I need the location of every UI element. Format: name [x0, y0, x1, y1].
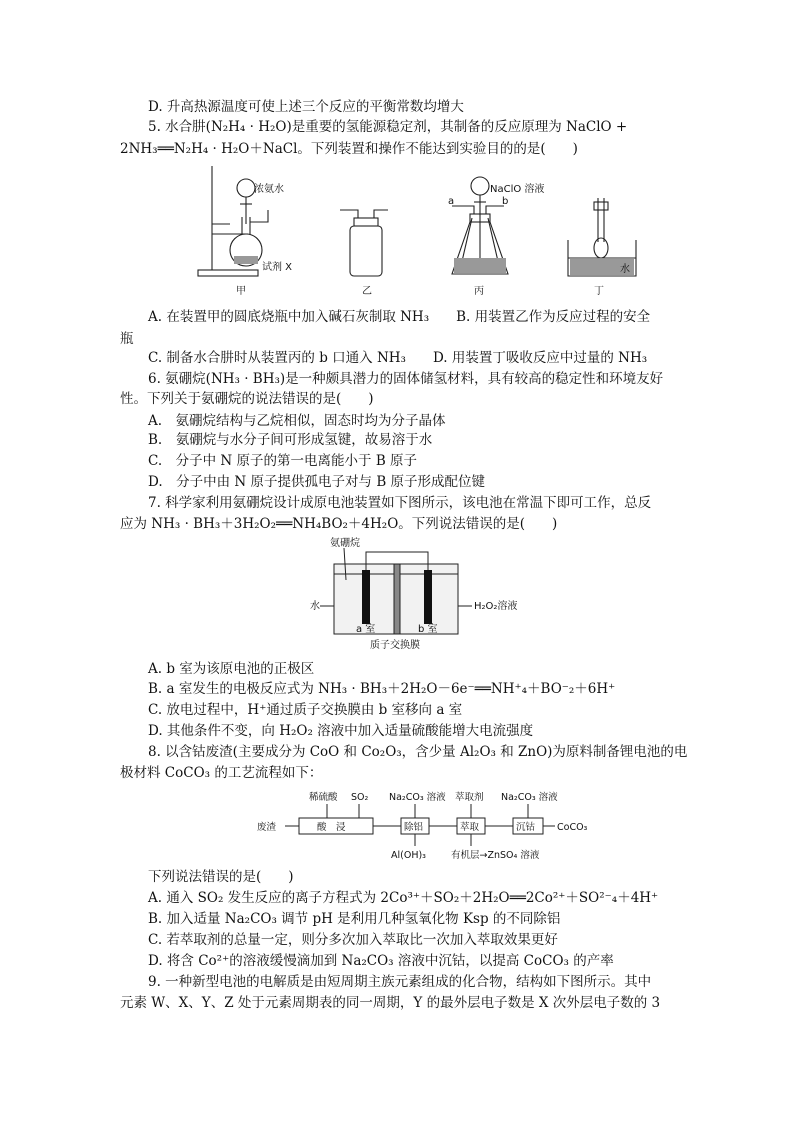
q8-stem-2: 极材料 CoCO₃ 的工艺流程如下： [120, 765, 323, 781]
label-jia: 甲 [236, 286, 246, 297]
q6-option-a: A. 氨硼烷结构与乙烷相似，固态时均为分子晶体 [148, 413, 446, 429]
flow-acid: 稀硫酸 [309, 792, 338, 803]
q7-stem-2: 应为 NH₃ · BH₃＋3H₂O₂══NH₄BO₂＋4H₂O。下列说法错误的是( ) [120, 516, 558, 532]
flow-extract: 萃取 [460, 822, 480, 833]
flow-so2: SO₂ [351, 792, 369, 803]
q7-option-a: A. b 室为该原电池的正极区 [148, 661, 315, 677]
flow-waste: 废渣 [257, 822, 277, 833]
q8-option-b: B. 加入适量 Na₂CO₃ 调节 pH 是利用几种氢氧化物 Ksp 的不同除铝 [148, 911, 561, 927]
label-bing: 丙 [474, 286, 484, 297]
apparatus-figure [190, 162, 640, 298]
q7-stem-1: 7. 科学家利用氨硼烷设计成原电池装置如下图所示，该电池在常温下即可工作，总反 [148, 495, 652, 511]
q6-option-b: B. 氨硼烷与水分子间可形成氢键，故易溶于水 [148, 432, 433, 448]
cell-label-membrane: 质子交换膜 [370, 640, 420, 651]
label-yi: 乙 [362, 286, 372, 297]
flow-na2co3-2: Na₂CO₃ 溶液 [501, 792, 558, 803]
q8-option-c: C. 若萃取剂的总量一定，则分多次加入萃取比一次加入萃取效果更好 [148, 932, 558, 948]
q5-option-ab: A. 在装置甲的圆底烧瓶中加入碱石灰制取 NH₃ B. 用装置乙作为反应过程的安全 [148, 309, 651, 325]
q5-stem-2: 2NH₃══N₂H₄ · H₂O＋NaCl。下列装置和操作不能达到实验目的的是( ) [120, 141, 578, 157]
flow-na2co3-1: Na₂CO₃ 溶液 [389, 792, 446, 803]
flow-remove-al: 除铝 [404, 822, 424, 833]
line-d4: D. 升高热源温度可使上述三个反应的平衡常数均增大 [148, 99, 464, 115]
cell-label-ammonia-borane: 氨硼烷 [330, 538, 360, 549]
process-flow-figure [255, 788, 600, 864]
q8-option-d: D. 将含 Co²⁺的溶液缓慢滴加到 Na₂CO₃ 溶液中沉钴，以提高 CoCO₃ 的产率 [148, 953, 614, 969]
q7-option-c: C. 放电过程中，H⁺通过质子交换膜由 b 室移向 a 室 [148, 702, 463, 718]
q8-option-a: A. 通入 SO₂ 发生反应的离子方程式为 2Co³⁺＋SO₂＋2H₂O══2Co²⁺＋SO²⁻₄＋4H⁺ [148, 890, 659, 906]
cell-label-water: 水 [310, 601, 320, 612]
flow-leach: 酸 浸 [317, 822, 346, 833]
label-water: 水 [620, 264, 630, 275]
q8-stem-1: 8. 以含钴废渣(主要成分为 CoO 和 Co₂O₃，含少量 Al₂O₃ 和 ZnO)为原料制备锂电池的电 [148, 744, 688, 760]
q8-question: 下列说法错误的是( ) [148, 869, 294, 885]
cell-figure [310, 536, 520, 654]
flow-extractant: 萃取剂 [455, 792, 484, 803]
label-naclo: NaClO 溶液 [490, 184, 545, 195]
q6-stem-2: 性。下列关于氨硼烷的说法错误的是( ) [120, 391, 374, 407]
label-port-b: b [502, 196, 509, 207]
cell-label-room-a: a 室 [356, 624, 376, 635]
cell-label-room-b: b 室 [418, 624, 438, 635]
q5-option-ab-wrap: 瓶 [120, 331, 134, 347]
q5-stem-1: 5. 水合肼(N₂H₄ · H₂O)是重要的氢能源稳定剂，其制备的反应原理为 NaClO + [148, 119, 628, 135]
q7-option-d: D. 其他条件不变，向 H₂O₂ 溶液中加入适量硫酸能增大电流强度 [148, 723, 534, 739]
flow-organic: 有机层→ZnSO₄ 溶液 [451, 850, 540, 861]
flow-product: CoCO₃ [557, 822, 588, 833]
q9-stem-2: 元素 W、X、Y、Z 处于元素周期表的同一周期，Y 的最外层电子数是 X 次外层电子数的 3 [120, 995, 661, 1011]
q6-option-d: D. 分子中由 N 原子提供孤电子对与 B 原子形成配位键 [148, 474, 486, 490]
q6-option-c: C. 分子中 N 原子的第一电离能小于 B 原子 [148, 453, 418, 469]
q7-option-b: B. a 室发生的电极反应式为 NH₃ · BH₃＋2H₂O－6e⁻══NH⁺₄＋BO⁻₂＋6H⁺ [148, 681, 616, 697]
flow-precip: 沉钴 [516, 822, 536, 833]
q6-stem-1: 6. 氨硼烷(NH₃ · BH₃)是一种颇具潜力的固体储氢材料，具有较高的稳定性和环境友好 [148, 371, 664, 387]
cell-label-h2o2: H₂O₂溶液 [474, 601, 518, 612]
label-port-a: a [448, 196, 455, 207]
flow-aloh: Al(OH)₃ [391, 850, 426, 861]
label-ammonia: 浓氨水 [254, 184, 284, 195]
label-reagent: 试剂 X [262, 262, 293, 273]
label-ding: 丁 [594, 286, 604, 297]
q5-option-cd: C. 制备水合肼时从装置丙的 b 口通入 NH₃ D. 用装置丁吸收反应中过量的 NH₃ [148, 350, 648, 366]
q9-stem-1: 9. 一种新型电池的电解质是由短周期主族元素组成的化合物，结构如下图所示。其中 [148, 974, 652, 990]
